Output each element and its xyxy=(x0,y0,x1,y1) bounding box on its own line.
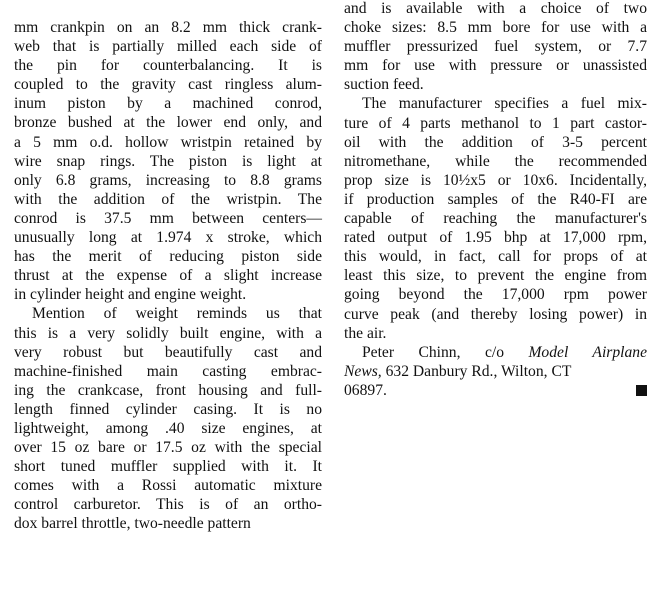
text-line: unusually long at 1.974 x stroke, which xyxy=(14,229,322,247)
text-line: ture of 4 parts methanol to 1 part castor- xyxy=(344,114,647,132)
text-line: ing the crankcase, front housing and full- xyxy=(14,381,322,399)
text-line: mm for use with pressure or unassisted xyxy=(344,57,647,75)
text-line: Mention of weight reminds us that xyxy=(32,305,322,323)
text-line: very robust but beautifully cast and xyxy=(14,343,322,361)
text-line: this is a very solidly built engine, with a xyxy=(14,324,322,342)
text-line: if production samples of the R40-FI are xyxy=(344,190,647,208)
publication-name: Model Airplane xyxy=(528,343,648,361)
signature-line-3 xyxy=(344,381,647,400)
signature-line-1 xyxy=(344,343,647,362)
text-line: comes with a Rossi automatic mixture xyxy=(14,477,322,495)
left-column xyxy=(14,18,322,534)
text-line: this would, in fact, call for props of at xyxy=(344,248,647,266)
paragraph-crankpin xyxy=(14,18,322,304)
text-line: conrod is 37.5 mm between centers— xyxy=(14,209,322,227)
text-line: rated output of 1.95 bhp at 17,000 rpm, xyxy=(344,229,647,247)
text-line: The manufacturer specifies a fuel mix- xyxy=(362,95,647,113)
text-line: bronze bushed at the lower end only, and xyxy=(14,114,322,132)
text-line: thrust at the expense of a slight increase xyxy=(14,267,322,285)
paragraph-fuel-mixture xyxy=(344,94,647,342)
text-line: prop size is 10½x5 or 10x6. Incidentally, xyxy=(344,171,647,189)
text-line: wire snap rings. The piston is light at xyxy=(14,152,322,170)
paragraph-weight xyxy=(14,304,322,533)
text-line: over 15 oz bare or 17.5 oz with the special xyxy=(14,439,322,457)
text-line: dox barrel throttle, two-needle pattern xyxy=(14,515,251,533)
text-line: web that is partially milled each side of xyxy=(14,38,322,56)
text-line: inum piston by a machined conrod, xyxy=(14,95,322,113)
text-line: the pin for counterbalancing. It is xyxy=(14,57,322,75)
signature-line-2 xyxy=(344,362,647,381)
text-line: has the merit of reducing piston side xyxy=(14,248,322,266)
text-line: capable of reaching the manufacturer's xyxy=(344,210,647,228)
text-line: control carburetor. This is of an ortho- xyxy=(14,496,322,514)
text-line: short tuned muffler supplied with it. It xyxy=(14,458,322,476)
text-line: lightweight, among .40 size engines, at xyxy=(14,419,322,437)
text-line: only 6.8 grams, increasing to 8.8 grams xyxy=(14,171,322,189)
text-line: choke sizes: 8.5 mm bore for use with a xyxy=(344,19,647,37)
text-line: coupled to the gravity cast ringless alum- xyxy=(14,76,322,94)
text-line: nitromethane, while the recommended xyxy=(344,152,647,170)
end-of-article-mark xyxy=(636,385,647,396)
text-line: the air. xyxy=(344,324,387,342)
text-line: length finned cylinder casing. It is no xyxy=(14,400,322,418)
text-line: muffler pressurized fuel system, or 7.7 xyxy=(344,38,647,56)
publication-name-cont: News, xyxy=(344,362,382,380)
text-line: least this size, to prevent the engine from xyxy=(344,267,647,285)
text-line: suction feed. xyxy=(344,76,424,94)
text-line: with the addition of the wristpin. The xyxy=(14,190,322,208)
text-line: going beyond the 17,000 rpm power xyxy=(344,286,647,304)
author-signature xyxy=(344,343,647,400)
text-line: oil with the addition of 3-5 percent xyxy=(344,133,647,151)
text-line: in cylinder height and engine weight. xyxy=(14,286,247,304)
paragraph-choke-sizes xyxy=(344,0,647,94)
text-line: a 5 mm o.d. hollow wristpin retained by xyxy=(14,133,322,151)
address-line: 632 Danbury Rd., Wilton, CT xyxy=(381,362,572,380)
author-name: Peter Chinn, c/o xyxy=(362,343,529,361)
text-line: curve peak (and thereby losing power) in xyxy=(344,305,647,323)
right-column xyxy=(344,0,647,400)
text-line: mm crankpin on an 8.2 mm thick crank- xyxy=(14,19,322,36)
text-line: and is available with a choice of two xyxy=(344,0,647,17)
zip-code: 06897. xyxy=(344,381,387,399)
text-line: machine-finished main casting embrac- xyxy=(14,362,322,380)
